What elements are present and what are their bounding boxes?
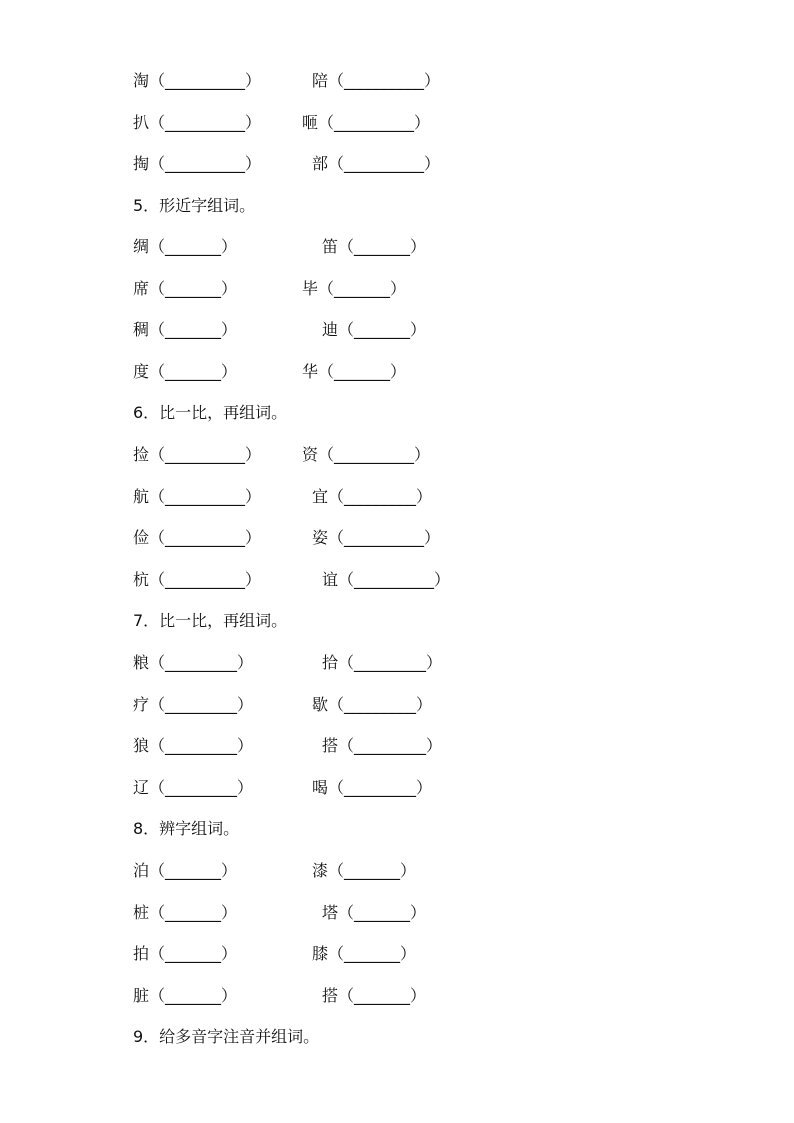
- row-2-right: 咂（__________）: [302, 113, 431, 132]
- row-11-left: 航（__________）: [133, 487, 262, 506]
- row-6-right: 毕（_______）: [302, 279, 407, 298]
- row-3-left: 掏（__________）: [133, 154, 262, 173]
- row-7-left: 稠（_______）: [133, 320, 238, 339]
- row-12-right: 姿（__________）: [312, 528, 441, 547]
- row-21-right: 塔（_______）: [322, 903, 427, 922]
- section-heading-8: 8．辨字组词。: [133, 819, 240, 838]
- row-8-right: 华（_______）: [302, 362, 407, 381]
- row-10-right: 资（__________）: [302, 445, 431, 464]
- row-17-right: 搭（_________）: [322, 736, 443, 755]
- row-23-left: 脏（_______）: [133, 986, 238, 1005]
- row-15-left: 粮（_________）: [133, 653, 254, 672]
- row-23-right: 搭（_______）: [322, 986, 427, 1005]
- row-22-left: 拍（_______）: [133, 944, 238, 963]
- row-15-right: 拾（_________）: [322, 653, 443, 672]
- row-1-left: 淘（__________）: [133, 71, 262, 90]
- row-20-right: 漆（_______）: [312, 861, 417, 880]
- row-18-left: 辽（_________）: [133, 778, 254, 797]
- row-17-left: 狼（_________）: [133, 736, 254, 755]
- row-8-left: 度（_______）: [133, 362, 238, 381]
- row-16-left: 疗（_________）: [133, 695, 254, 714]
- row-2-left: 扒（__________）: [133, 113, 262, 132]
- row-6-left: 席（_______）: [133, 279, 238, 298]
- row-21-left: 桩（_______）: [133, 903, 238, 922]
- row-7-right: 迪（_______）: [322, 320, 427, 339]
- section-heading-7: 7．比一比，再组词。: [133, 611, 288, 630]
- row-1-right: 陪（__________）: [312, 71, 441, 90]
- row-10-left: 捡（__________）: [133, 445, 262, 464]
- section-heading-9: 9．给多音字注音并组词。: [133, 1027, 320, 1046]
- section-heading-6: 6．比一比，再组词。: [133, 403, 288, 422]
- row-11-right: 宜（_________）: [312, 487, 433, 506]
- row-20-left: 泊（_______）: [133, 861, 238, 880]
- row-22-right: 膝（_______）: [312, 944, 417, 963]
- row-5-left: 绸（_______）: [133, 237, 238, 256]
- row-13-left: 杭（__________）: [133, 570, 262, 589]
- row-3-right: 部（__________）: [312, 154, 441, 173]
- row-16-right: 歇（_________）: [312, 695, 433, 714]
- row-18-right: 喝（_________）: [312, 778, 433, 797]
- row-13-right: 谊（__________）: [322, 570, 451, 589]
- section-heading-5: 5．形近字组词。: [133, 196, 256, 215]
- row-5-right: 笛（_______）: [322, 237, 427, 256]
- row-12-left: 俭（__________）: [133, 528, 262, 547]
